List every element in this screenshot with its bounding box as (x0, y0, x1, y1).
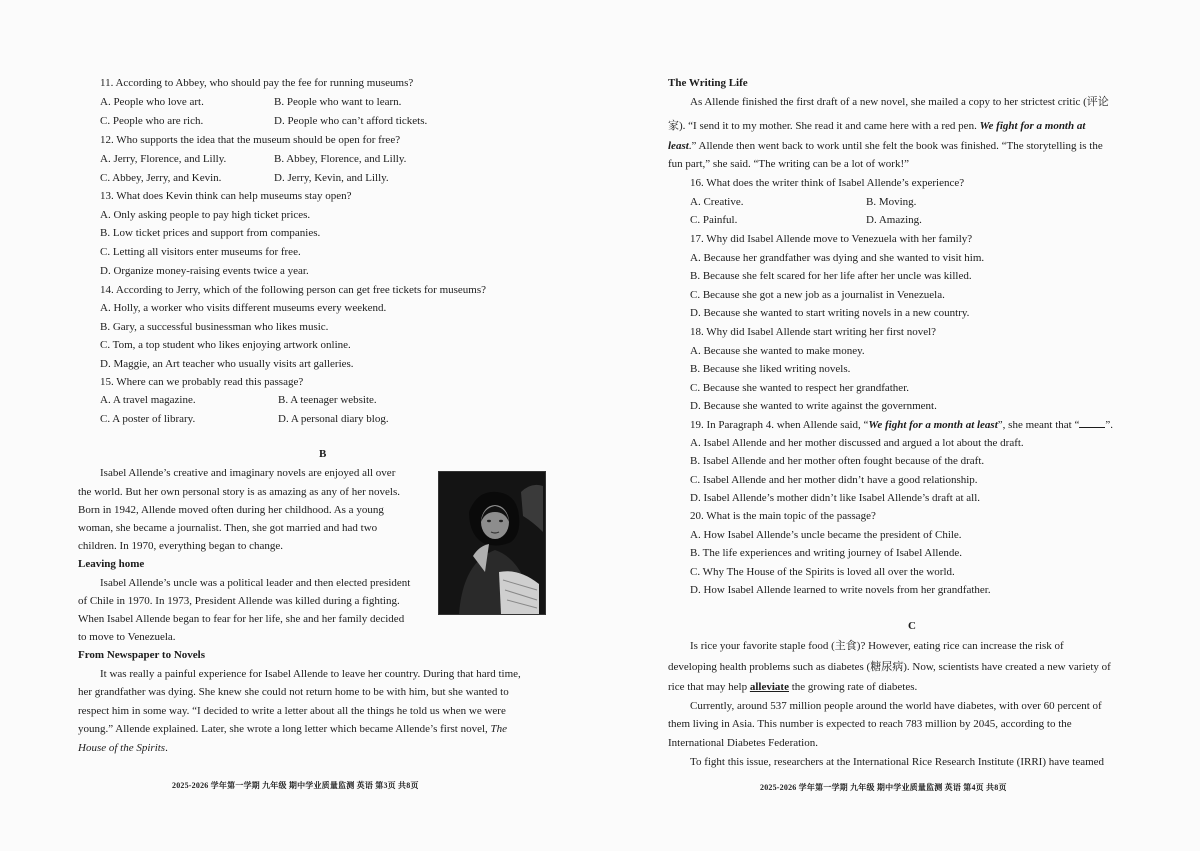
option: C. Why The House of the Spirits is loved all over the world. (690, 566, 955, 578)
option: B. Moving. (866, 196, 917, 208)
vocab-word: alleviate (749, 681, 789, 693)
option: D. Maggie, an Art teacher who usually visits art galleries. (100, 358, 354, 370)
paragraph-line: House of the Spirits. (78, 742, 168, 754)
portrait-photo (438, 471, 546, 615)
question-19: 19. In Paragraph 4. when Allende said, “We fight for a month at least”, she meant that “ ”. (690, 419, 1113, 431)
option: B. Because she liked writing novels. (690, 363, 851, 375)
paragraph-line: rice that may help alleviate the growing rate of diabetes. (668, 681, 918, 693)
paragraph-line: to move to Venezuela. (78, 631, 176, 643)
question-14: 14. According to Jerry, which of the following person can get free tickets for museums? (100, 284, 487, 296)
question-12: 12. Who supports the idea that the museum should be open for free? (100, 134, 401, 146)
option: A. People who love art. (100, 96, 204, 108)
option: D. A personal diary blog. (278, 413, 389, 425)
option: A. Because her grandfather was dying and she wanted to visit him. (690, 252, 985, 264)
option: C. People who are rich. (100, 115, 204, 127)
option: D. How Isabel Allende learned to write novels from her grandfather. (690, 584, 991, 596)
option: A. Holly, a worker who visits different museums every weekend. (100, 302, 387, 314)
question-17: 17. Why did Isabel Allende move to Venezuela with her family? (690, 233, 973, 245)
paragraph-line: Born in 1942, Allende moved often during her childhood. As a young (78, 504, 384, 516)
page-footer-right: 2025-2026 学年第一学期 九年级 期中学业质量监测 英语 第4页 共8页 (760, 783, 1007, 792)
paragraph-line: When Isabel Allende began to fear for her life, she and her family decided (78, 613, 405, 625)
option: C. Isabel Allende and her mother didn’t have a good relationship. (690, 474, 978, 486)
option: B. Gary, a successful businessman who likes music. (100, 321, 329, 333)
emphasis-quote: We fight for a month at (979, 120, 1086, 132)
question-15: 15. Where can we probably read this passage? (100, 376, 304, 388)
emphasis-quote: We fight for a month at least (868, 419, 998, 431)
paragraph-line: Isabel Allende’s uncle was a political leader and then elected president (100, 577, 411, 589)
section-title-c: C (908, 620, 916, 632)
option: A. Creative. (690, 196, 744, 208)
section-title-b: B (319, 448, 327, 460)
option: C. A poster of library. (100, 413, 196, 425)
paragraph-line: As Allende finished the first draft of a new novel, she mailed a copy to her strictest critic (评论 (690, 96, 1109, 108)
option: B. Abbey, Florence, and Lilly. (274, 153, 407, 165)
right-page (600, 0, 1200, 851)
option: A. Isabel Allende and her mother discussed and argued a lot about the draft. (690, 437, 1024, 449)
option: D. Amazing. (866, 214, 922, 226)
paragraph-line: 家). “I send it to my mother. She read it and came here with a red pen. We fight for a month at (668, 120, 1086, 132)
option: A. Because she wanted to make money. (690, 345, 865, 357)
option: B. Low ticket prices and support from companies. (100, 227, 321, 239)
paragraph-text: young.” Allende explained. Later, she wrote a long letter which became Allende’s first novel, (78, 723, 488, 735)
option: A. Jerry, Florence, and Lilly. (100, 153, 227, 165)
paragraph-line: children. In 1970, everything began to change. (78, 540, 283, 552)
option: B. Because she felt scared for her life after her uncle was killed. (690, 270, 972, 282)
option: D. Isabel Allende’s mother didn’t like Isabel Allende’s draft at all. (690, 492, 981, 504)
option: B. People who want to learn. (274, 96, 402, 108)
option: C. Because she got a new job as a journalist in Venezuela. (690, 289, 945, 301)
option: D. People who can’t afford tickets. (274, 115, 428, 127)
paragraph-line: developing health problems such as diabetes (糖尿病). Now, scientists have created a new variety of (668, 661, 1111, 673)
heading-writing-life: The Writing Life (668, 77, 748, 89)
paragraph-line: Is rice your favorite staple food (主食)? However, eating rice can increase the risk of (690, 640, 1064, 652)
paragraph-line: To fight this issue, researchers at the International Rice Research Institute (IRRI) have teamed (690, 756, 1105, 768)
heading-newspaper: From Newspaper to Novels (78, 649, 205, 661)
option: C. Tom, a top student who likes enjoying artwork online. (100, 339, 351, 351)
option: B. Isabel Allende and her mother often fought because of the draft. (690, 455, 985, 467)
paragraph-line: International Diabetes Federation. (668, 737, 818, 749)
option: C. Letting all visitors enter museums for free. (100, 246, 301, 258)
option: A. Only asking people to pay high ticket prices. (100, 209, 311, 221)
question-20: 20. What is the main topic of the passage? (690, 510, 876, 522)
option: B. The life experiences and writing journey of Isabel Allende. (690, 547, 962, 559)
option: B. A teenager website. (278, 394, 377, 406)
paragraph-line: of Chile in 1970. In 1973, President Allende was killed during a fighting. (78, 595, 400, 607)
option: D. Jerry, Kevin, and Lilly. (274, 172, 389, 184)
book-title: The (490, 723, 508, 735)
paragraph-line: It was really a painful experience for Isabel Allende to leave her country. During that hard time, (100, 668, 521, 680)
paragraph-line: woman, she became a journalist. Then, she got married and had two (78, 522, 378, 534)
option: C. Abbey, Jerry, and Kevin. (100, 172, 222, 184)
option: D. Because she wanted to write against the government. (690, 400, 937, 412)
emphasis-quote: least (668, 140, 689, 152)
paragraph-line: her grandfather was dying. She knew she could not return home to be with him, but she wanted to (78, 686, 509, 698)
book-title: House of the Spirits (78, 742, 166, 754)
portrait-image (439, 472, 545, 614)
paragraph-line: Currently, around 537 million people around the world have diabetes, with over 60 percent of (690, 700, 1102, 712)
page-footer-left: 2025-2026 学年第一学期 九年级 期中学业质量监测 英语 第3页 共8页 (172, 781, 419, 790)
option: D. Organize money-raising events twice a year. (100, 265, 309, 277)
question-16: 16. What does the writer think of Isabel Allende’s experience? (690, 177, 965, 189)
paragraph-line: respect him in some way. “I decided to write a letter about all the things he told us when we were (78, 705, 506, 717)
question-11: 11. According to Abbey, who should pay the fee for running museums? (100, 77, 414, 89)
paragraph-line: them living in Asia. This number is expected to reach 783 million by 2045, according to the (668, 718, 1072, 730)
option: A. How Isabel Allende’s uncle became the president of Chile. (690, 529, 962, 541)
paragraph-line: the world. But her own personal story is as amazing as any of her novels. (78, 486, 400, 498)
paragraph-line (78, 721, 507, 737)
paragraph-line: least.” Allende then went back to work until she felt the book was finished. “The storytelling is the (668, 140, 1103, 152)
option: A. A travel magazine. (100, 394, 196, 406)
paragraph-line: fun part,” she said. “The writing can be a lot of work!” (668, 158, 909, 170)
answer-blank[interactable] (1079, 417, 1105, 428)
option: D. Because she wanted to start writing novels in a new country. (690, 307, 970, 319)
paragraph-line: Isabel Allende’s creative and imaginary novels are enjoyed all over (100, 467, 396, 479)
option: C. Painful. (690, 214, 738, 226)
question-13: 13. What does Kevin think can help museums stay open? (100, 190, 352, 202)
question-18: 18. Why did Isabel Allende start writing her first novel? (690, 326, 937, 338)
option: C. Because she wanted to respect her grandfather. (690, 382, 909, 394)
heading-leaving-home: Leaving home (78, 558, 145, 570)
